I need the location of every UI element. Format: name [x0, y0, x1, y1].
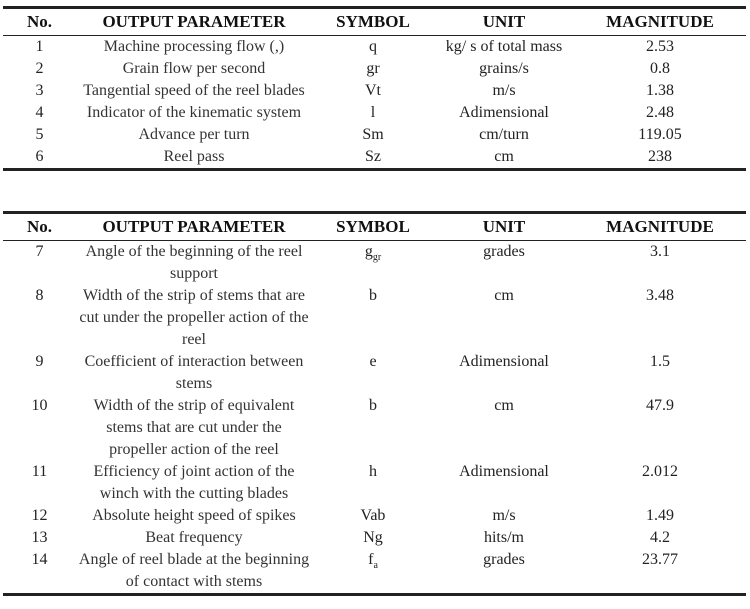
cell-symbol [312, 351, 434, 395]
cell-no [3, 351, 76, 395]
cell-symbol-text: e [369, 353, 377, 370]
cell-magnitude [574, 395, 746, 461]
cell-no-text: 8 [35, 287, 44, 304]
cell-magnitude [574, 102, 746, 124]
table-row [3, 549, 746, 595]
cell-no-text: 7 [35, 243, 44, 260]
cell-unit-text: Adimensional [459, 104, 549, 121]
cell-unit-text: hits/m [483, 529, 524, 546]
cell-unit-text: grades [483, 243, 525, 260]
cell-magnitude [574, 146, 746, 170]
cell-symbol-text: b [369, 397, 377, 414]
cell-unit-text: m/s [492, 507, 516, 524]
cell-no [3, 549, 76, 595]
cell-parameter [76, 505, 312, 527]
table-row [3, 80, 746, 102]
cell-magnitude [574, 58, 746, 80]
table-row [3, 351, 746, 395]
cell-symbol-text: gr [366, 60, 380, 77]
cell-parameter-text: Efficiency of joint action of the winch with the cutting blades [93, 463, 295, 502]
header-parameter: OUTPUT PARAMETER [102, 12, 286, 31]
cell-unit [434, 549, 574, 595]
cell-parameter-text: Reel pass [163, 148, 225, 165]
cell-no-text: 11 [31, 463, 48, 480]
cell-symbol-text: Sm [362, 126, 384, 143]
cell-parameter [76, 124, 312, 146]
cell-parameter [76, 241, 312, 286]
cell-unit [434, 461, 574, 505]
cell-no [3, 461, 76, 505]
cell-symbol [312, 80, 434, 102]
table-row [3, 36, 746, 59]
cell-unit [434, 146, 574, 170]
table-row [3, 461, 746, 505]
cell-no-text: 10 [31, 397, 48, 414]
table-row [3, 505, 746, 527]
cell-symbol [312, 549, 434, 595]
cell-no-text: 12 [31, 507, 48, 524]
cell-unit-text: cm [494, 397, 514, 414]
cell-no-text: 2 [35, 60, 44, 77]
cell-parameter [76, 461, 312, 505]
cell-magnitude-text: 0.8 [650, 60, 670, 77]
header-parameter: OUTPUT PARAMETER [102, 217, 286, 236]
cell-symbol [312, 58, 434, 80]
cell-magnitude [574, 241, 746, 286]
cell-parameter-text: Indicator of the kinematic system [86, 104, 302, 121]
cell-parameter-text: Angle of reel blade at the beginning of contact with stems [78, 551, 310, 590]
cell-no [3, 395, 76, 461]
cell-magnitude-text: 119.05 [638, 126, 682, 143]
cell-parameter [76, 395, 312, 461]
symbol-subscript: gr [372, 252, 382, 263]
cell-parameter-text: Beat frequency [145, 529, 243, 546]
cell-parameter-text: Angle of the beginning of the reel support [85, 243, 303, 282]
cell-magnitude [574, 461, 746, 505]
cell-parameter-text: Machine processing flow (,) [103, 38, 285, 55]
cell-symbol [312, 124, 434, 146]
cell-parameter [76, 146, 312, 170]
cell-symbol-text: Sz [365, 148, 381, 165]
cell-no-text: 4 [35, 104, 44, 121]
cell-no [3, 241, 76, 286]
header-unit: UNIT [482, 12, 526, 31]
cell-symbol-text: b [369, 287, 377, 304]
cell-unit [434, 241, 574, 286]
cell-parameter-text: Width of the strip of stems that are cut under the propeller action of the reel [79, 287, 309, 348]
cell-no [3, 285, 76, 351]
cell-magnitude-text: 3.1 [650, 243, 670, 260]
table-row [3, 58, 746, 80]
cell-unit [434, 80, 574, 102]
cell-parameter-text: Tangential speed of the reel blades [83, 82, 305, 99]
cell-no [3, 124, 76, 146]
table-row [3, 395, 746, 461]
cell-unit [434, 395, 574, 461]
cell-parameter [76, 527, 312, 549]
cell-unit-text: grades [483, 551, 525, 568]
header-unit: UNIT [482, 217, 526, 236]
cell-no [3, 527, 76, 549]
cell-magnitude [574, 80, 746, 102]
cell-no [3, 146, 76, 170]
cell-parameter [76, 351, 312, 395]
cell-symbol-text: g [364, 243, 373, 260]
cell-symbol-text: h [369, 463, 377, 480]
cell-no [3, 505, 76, 527]
cell-parameter-text: Coefficient of interaction between stems [84, 353, 304, 392]
cell-magnitude-text: 2.012 [642, 463, 678, 480]
cell-symbol-text: Vab [360, 507, 386, 524]
cell-magnitude-text: 238 [648, 148, 672, 165]
cell-parameter-text: Grain flow per second [122, 60, 266, 77]
header-magnitude: MAGNITUDE [606, 12, 714, 31]
cell-magnitude-text: 23.77 [642, 551, 678, 568]
cell-magnitude [574, 549, 746, 595]
cell-unit [434, 58, 574, 80]
cell-no [3, 102, 76, 124]
header-symbol: SYMBOL [336, 12, 410, 31]
cell-magnitude [574, 527, 746, 549]
cell-parameter [76, 285, 312, 351]
cell-no [3, 80, 76, 102]
cell-parameter [76, 80, 312, 102]
cell-symbol [312, 461, 434, 505]
table-row [3, 146, 746, 170]
cell-magnitude [574, 285, 746, 351]
cell-magnitude [574, 351, 746, 395]
cell-unit [434, 505, 574, 527]
cell-no-text: 14 [31, 551, 48, 568]
cell-unit-text: Adimensional [459, 463, 549, 480]
cell-unit-text: cm/turn [479, 126, 529, 143]
cell-unit [434, 36, 574, 59]
cell-unit [434, 285, 574, 351]
cell-symbol-text: q [369, 38, 377, 55]
cell-no [3, 36, 76, 59]
output-parameters-table-2 [3, 211, 746, 596]
cell-symbol-text: f [368, 551, 374, 568]
cell-unit [434, 527, 574, 549]
cell-symbol [312, 36, 434, 59]
cell-unit [434, 351, 574, 395]
cell-parameter [76, 102, 312, 124]
cell-magnitude-text: 1.38 [646, 82, 674, 99]
symbol-subscript: a [373, 560, 378, 571]
cell-symbol [312, 102, 434, 124]
output-parameters-table-1 [3, 6, 746, 171]
cell-unit-text: cm [494, 287, 514, 304]
header-symbol: SYMBOL [336, 217, 410, 236]
cell-unit-text: Adimensional [459, 353, 549, 370]
cell-magnitude-text: 1.49 [646, 507, 674, 524]
cell-symbol [312, 395, 434, 461]
table-row [3, 285, 746, 351]
table-row [3, 241, 746, 286]
cell-magnitude [574, 124, 746, 146]
cell-symbol [312, 146, 434, 170]
cell-no-text: 9 [35, 353, 44, 370]
cell-parameter [76, 36, 312, 59]
cell-no-text: 6 [35, 148, 44, 165]
header-row [3, 213, 746, 241]
cell-no [3, 58, 76, 80]
cell-parameter [76, 58, 312, 80]
header-magnitude: MAGNITUDE [606, 217, 714, 236]
cell-symbol [312, 285, 434, 351]
table-row [3, 124, 746, 146]
table-2-body [3, 241, 746, 595]
cell-no-text: 13 [31, 529, 48, 546]
cell-magnitude-text: 2.53 [646, 38, 674, 55]
cell-unit [434, 124, 574, 146]
cell-parameter-text: Width of the strip of equivalent stems that are cut under the propeller action of the reel [93, 397, 295, 458]
cell-no-text: 5 [35, 126, 44, 143]
cell-unit-text: cm [494, 148, 514, 165]
cell-magnitude-text: 2.48 [646, 104, 674, 121]
cell-magnitude-text: 47.9 [646, 397, 674, 414]
cell-unit-text: grains/s [479, 60, 529, 77]
table-row [3, 102, 746, 124]
cell-symbol-text: l [370, 104, 376, 121]
cell-unit-text: m/s [492, 82, 516, 99]
cell-magnitude-text: 3.48 [646, 287, 674, 304]
cell-magnitude [574, 36, 746, 59]
cell-magnitude [574, 505, 746, 527]
cell-magnitude-text: 4.2 [650, 529, 670, 546]
cell-parameter-text: Advance per turn [138, 126, 250, 143]
cell-no-text: 1 [35, 38, 44, 55]
cell-magnitude-text: 1.5 [650, 353, 670, 370]
table-row [3, 527, 746, 549]
cell-parameter [76, 549, 312, 595]
cell-parameter-text: Absolute height speed of spikes [92, 507, 296, 524]
cell-symbol [312, 527, 434, 549]
cell-unit [434, 102, 574, 124]
cell-symbol-text: Vt [365, 82, 381, 99]
cell-symbol-text: Ng [363, 529, 383, 546]
header-no: No. [26, 12, 53, 31]
cell-symbol [312, 505, 434, 527]
cell-no-text: 3 [35, 82, 44, 99]
cell-symbol [312, 241, 434, 286]
cell-unit-text: kg/ s of total mass [445, 38, 563, 55]
header-no: No. [26, 217, 53, 236]
header-row [3, 8, 746, 36]
table-1-body [3, 36, 746, 170]
